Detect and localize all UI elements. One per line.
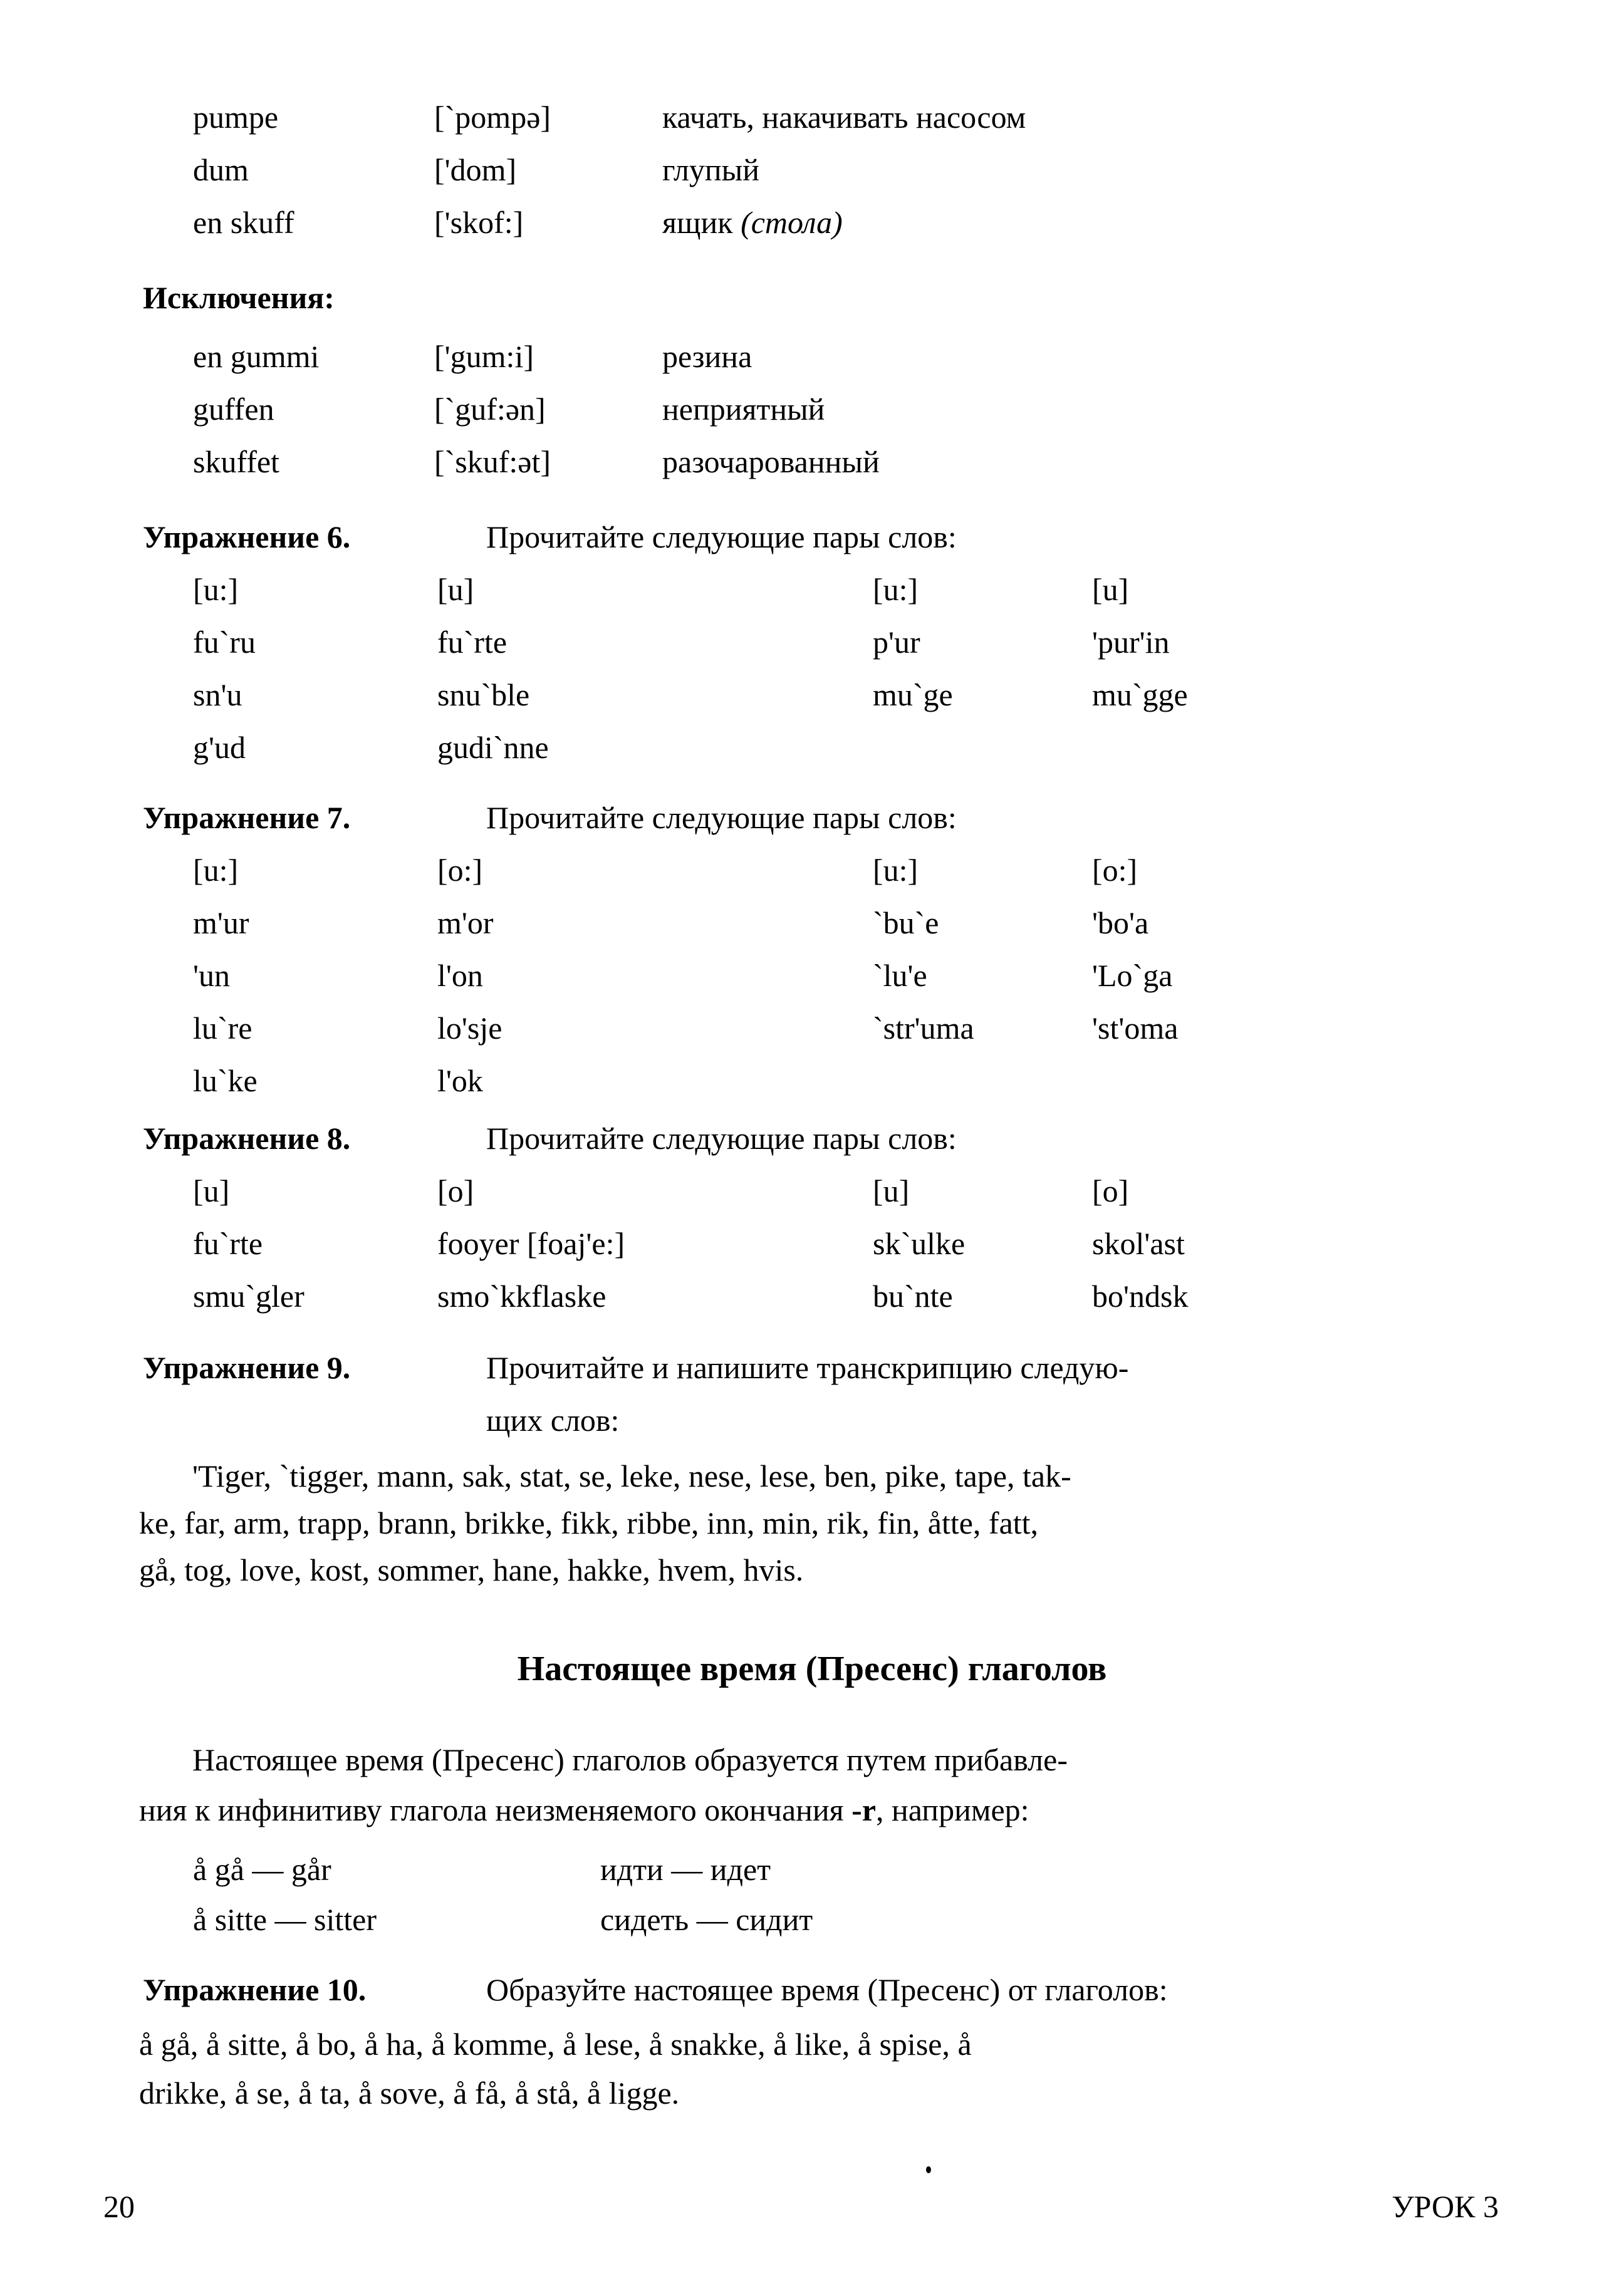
vocab-transcription: ['gum:i]	[434, 339, 534, 374]
exercise8-word-pairs-table	[193, 1165, 1624, 1322]
vocab-word: en gummi	[193, 339, 320, 374]
word-list-line: 'Tiger, `tigger, mann, sak, stat, se, leke, nese, lese, ben, pike, tape, tak-	[192, 1458, 1071, 1493]
pair-cell: 'pur'in	[1092, 625, 1170, 660]
pair-cell: [u:]	[193, 572, 239, 607]
pair-cell: snu`ble	[437, 677, 530, 712]
exercise9-words	[139, 1453, 1499, 1594]
exercise-instruction: Прочитайте следующие пары слов:	[486, 519, 957, 554]
vocab-word: dum	[193, 152, 249, 187]
exercise-label: Упражнение 8.	[143, 1121, 351, 1156]
pair-cell: 'Lo`ga	[1092, 958, 1173, 993]
vocab-word: en skuff	[193, 205, 294, 240]
pair-cell: fu`ru	[193, 625, 256, 660]
pair-cell: mu`ge	[873, 677, 953, 712]
vocab-transcription: ['dom]	[434, 152, 517, 187]
pair-cell: mu`gge	[1092, 677, 1188, 712]
exercise-label: Упражнение 6.	[143, 519, 351, 554]
pair-cell: lo'sje	[437, 1010, 502, 1046]
word-list-line: ke, far, arm, trapp, brann, brikke, fikk, ribbe, inn, min, rik, fin, åtte, fatt,	[139, 1505, 1039, 1540]
exercise-label: Упражнение 7.	[143, 800, 351, 835]
pair-cell	[873, 721, 1092, 774]
paragraph-line: Настоящее время (Пресенс) глаголов образуется путем прибавле-	[192, 1742, 1068, 1777]
ink-dot-artifact	[926, 2166, 931, 2173]
bold-ending-r: -r	[851, 1792, 877, 1827]
exercise10-heading	[143, 1963, 1624, 2016]
lesson-label: УРОК 3	[1392, 2189, 1499, 2224]
exercise9-heading	[143, 1341, 1624, 1447]
pair-cell	[1092, 721, 1624, 774]
pair-cell: [o]	[437, 1173, 474, 1208]
pair-cell: [o]	[1092, 1173, 1129, 1208]
exercise7-word-pairs-table	[193, 844, 1624, 1107]
pair-cell: smu`gler	[193, 1279, 304, 1314]
exercise-label: Упражнение 9.	[143, 1350, 351, 1385]
vocab-transcription: ['skof:]	[434, 205, 524, 240]
exceptions-title: Исключения:	[143, 280, 335, 315]
pair-cell: [u]	[1092, 572, 1129, 607]
vocab-translation: качать, накачивать насосом	[662, 100, 1026, 135]
pair-cell: 'bo'a	[1092, 905, 1149, 940]
pair-cell: [u:]	[873, 572, 919, 607]
pair-cell: 'un	[193, 958, 231, 993]
exercise10-words	[139, 2021, 1499, 2118]
exercise6-heading	[143, 511, 1624, 563]
pair-cell	[873, 1054, 1092, 1107]
pair-cell: sn'u	[193, 677, 242, 712]
pair-cell: g'ud	[193, 730, 246, 765]
pair-cell: lu`re	[193, 1010, 252, 1046]
pair-cell: fu`rte	[193, 1226, 263, 1261]
presens-examples	[193, 1844, 1624, 1945]
example-norwegian: å sitte — sitter	[193, 1902, 377, 1937]
presens-paragraph	[139, 1735, 1499, 1835]
vocab-word: guffen	[193, 392, 274, 427]
exceptions-list	[193, 330, 1624, 488]
vocabulary-list	[193, 91, 1624, 249]
exercise-instruction: Прочитайте следующие пары слов:	[486, 1121, 957, 1156]
pair-cell: [u]	[193, 1173, 230, 1208]
presens-heading: Настоящее время (Пресенс) глаголов	[517, 1649, 1107, 1688]
pair-cell: [o:]	[1092, 853, 1138, 888]
pair-cell: [u]	[437, 572, 474, 607]
vocab-transcription: [`guf:ən]	[434, 392, 546, 427]
pair-cell: skol'ast	[1092, 1226, 1185, 1261]
example-russian: идти — идет	[600, 1852, 771, 1887]
pair-cell: smo`kkflaske	[437, 1279, 606, 1314]
pair-cell: `lu'e	[873, 958, 927, 993]
exercise6-word-pairs-table	[193, 563, 1624, 774]
word-list-line: gå, tog, love, kost, sommer, hane, hakke, hvem, hvis.	[139, 1552, 804, 1587]
pair-cell: l'ok	[437, 1063, 483, 1098]
pair-cell: `str'uma	[873, 1010, 974, 1046]
pair-cell: bu`nte	[873, 1279, 953, 1314]
page-number: 20	[103, 2189, 135, 2224]
pair-cell: bo'ndsk	[1092, 1279, 1189, 1314]
vocab-translation: резина	[662, 339, 752, 374]
page-footer	[103, 2188, 1499, 2225]
pair-cell: m'ur	[193, 905, 249, 940]
pair-cell: fooyer [foaj'e:]	[437, 1226, 625, 1261]
vocab-translation: неприятный	[662, 392, 825, 427]
pair-cell: fu`rte	[437, 625, 508, 660]
example-russian: сидеть — сидит	[600, 1902, 813, 1937]
pair-cell: m'or	[437, 905, 494, 940]
pair-cell: l'on	[437, 958, 483, 993]
pair-cell	[1092, 1054, 1624, 1107]
vocab-transcription: [`skuf:ət]	[434, 444, 551, 479]
vocab-translation: разочарованный	[662, 444, 880, 479]
pair-cell: 'st'oma	[1092, 1010, 1179, 1046]
exercise8-heading	[143, 1112, 1624, 1165]
exercise-instruction: Прочитайте следующие пары слов:	[486, 800, 957, 835]
pair-cell: [u:]	[873, 853, 919, 888]
pair-cell: [u:]	[193, 853, 239, 888]
pair-cell: [u]	[873, 1173, 910, 1208]
exercise-instruction: Образуйте настоящее время (Пресенс) от глаголов:	[486, 1972, 1168, 2007]
example-norwegian: å gå — går	[193, 1852, 331, 1887]
word-list-line: å gå, å sitte, å bo, å ha, å komme, å lese, å snakke, å like, å spise, å	[139, 2027, 972, 2062]
pair-cell: `bu`e	[873, 905, 939, 940]
vocab-translation: ящик (стола)	[662, 205, 843, 240]
vocab-word: pumpe	[193, 100, 279, 135]
pair-cell: p'ur	[873, 625, 920, 660]
vocab-translation: глупый	[662, 152, 760, 187]
pair-cell: sk`ulke	[873, 1226, 966, 1261]
pair-cell: gudi`nne	[437, 730, 549, 765]
vocab-transcription: [`pompə]	[434, 100, 551, 135]
exercise7-heading	[143, 791, 1624, 844]
exercise-instruction: Прочитайте и напишите транскрипцию следую- щих слов:	[486, 1350, 1129, 1438]
vocab-word: skuffet	[193, 444, 279, 479]
paragraph-line: ния к инфинитиву глагола неизменяемого окончания -r, например:	[139, 1792, 1029, 1827]
word-list-line: drikke, å se, å ta, å sove, å få, å stå, å ligge.	[139, 2075, 680, 2111]
exercise-label: Упражнение 10.	[143, 1972, 367, 2007]
pair-cell: [o:]	[437, 853, 483, 888]
pair-cell: lu`ke	[193, 1063, 258, 1098]
